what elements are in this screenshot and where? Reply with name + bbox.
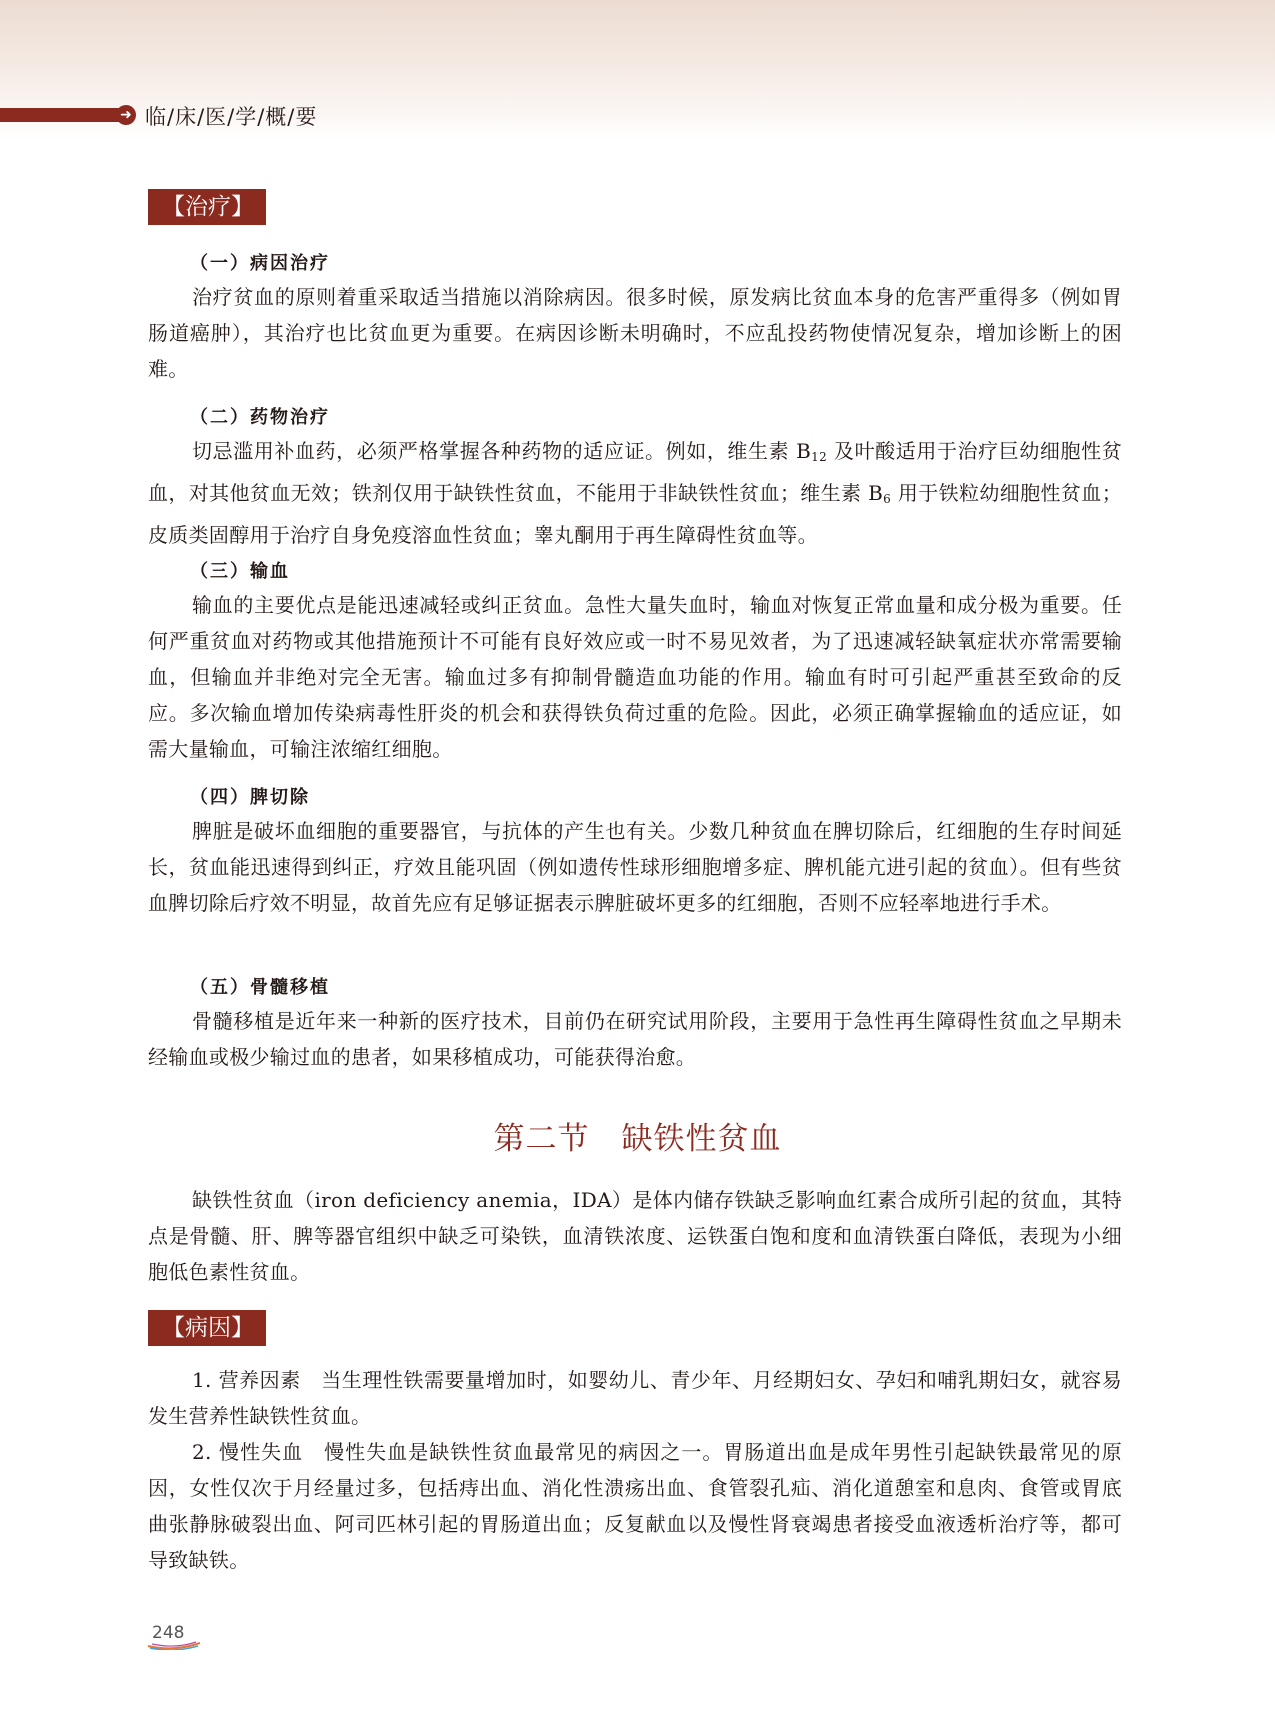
page-swoosh-decoration [146, 1640, 202, 1650]
subheading-drug-therapy: （二）药物治疗 [190, 407, 330, 428]
paragraph-chronic-blood-loss: 2. 慢性失血 慢性失血是缺铁性贫血最常见的病因之一。胃肠道出血是成年男性引起缺铁最常见的原因，女性仅次于月经量过多，包括痔出血、消化性溃疡出血、食管裂孔疝、消化道憩室和息肉、食管或胃底曲张静脉破裂出血、阿司匹林引起的胃肠道出血；反复献血以及慢性肾衰竭患者接受血液透析治疗等，都可导致缺铁。 [148, 1440, 1122, 1572]
section-tag-treatment: 【治疗】 [148, 189, 266, 225]
paragraph-blood-transfusion: 输血的主要优点是能迅速减轻或纠正贫血。急性大量失血时，输血对恢复正常血量和成分极为重要。任何严重贫血对药物或其他措施预计不可能有良好效应或一时不易见效者，为了迅速减轻缺氧症状亦常需要输血，但输血并非绝对完全无害。输血过多有抑制骨髓造血功能的作用。输血有时可引起严重甚至致命的反应。多次输血增加传染病毒性肝炎的机会和获得铁负荷过重的危险。因此，必须正确掌握输血的适应证，如需大量输血，可输注浓缩红细胞。 [148, 593, 1122, 761]
book-title: 临/床/医/学/概/要 [145, 105, 318, 129]
subheading-etiologic-treatment: （一）病因治疗 [190, 253, 330, 274]
paragraph-drug-therapy: 切忌滥用补血药，必须严格掌握各种药物的适应证。例如，维生素 $B_{12}$ 及叶酸适用于治疗巨幼细胞性贫血，对其他贫血无效；铁剂仅用于缺铁性贫血，不能用于非缺铁性贫血；维生素 $B_6$ 用于铁粒幼细胞性贫血；皮质类固醇用于治疗自身免疫溶血性贫血；睾丸酮用于再生障碍性贫血等。 [148, 439, 1122, 547]
paragraph-bone-marrow-transplant: 骨髓移植是近年来一种新的医疗技术，目前仍在研究试用阶段，主要用于急性再生障碍性贫血之早期未经输血或极少输过血的患者，如果移植成功，可能获得治愈。 [148, 1009, 1122, 1069]
subheading-bone-marrow-transplant: （五）骨髓移植 [190, 977, 330, 998]
arrow-right-icon: ➜ [116, 105, 136, 125]
page-number: 248 [152, 1623, 185, 1643]
section-tag-etiology: 【病因】 [148, 1310, 266, 1346]
chapter-title: 第二节 缺铁性贫血 [493, 1121, 782, 1157]
paragraph-nutritional-factors: 1. 营养因素 当生理性铁需要量增加时，如婴幼儿、青少年、月经期妇女、孕妇和哺乳期妇女，就容易发生营养性缺铁性贫血。 [148, 1368, 1122, 1428]
subheading-splenectomy: （四）脾切除 [190, 787, 310, 808]
paragraph-ida-intro: 缺铁性贫血（iron deficiency anemia，IDA）是体内储存铁缺乏影响血红素合成所引起的贫血，其特点是骨髓、肝、脾等器官组织中缺乏可染铁，血清铁浓度、运铁蛋白饱和度和血清铁蛋白降低，表现为小细胞低色素性贫血。 [148, 1188, 1122, 1284]
subheading-blood-transfusion: （三）输血 [190, 561, 290, 582]
header-bar [0, 108, 120, 122]
paragraph-etiologic-treatment: 治疗贫血的原则着重采取适当措施以消除病因。很多时候，原发病比贫血本身的危害严重得多（例如胃肠道癌肿），其治疗也比贫血更为重要。在病因诊断未明确时，不应乱投药物使情况复杂，增加诊断上的困难。 [148, 285, 1122, 381]
paragraph-splenectomy: 脾脏是破坏血细胞的重要器官，与抗体的产生也有关。少数几种贫血在脾切除后，红细胞的生存时间延长，贫血能迅速得到纠正，疗效且能巩固（例如遗传性球形细胞增多症、脾机能亢进引起的贫血）。但有些贫血脾切除后疗效不明显，故首先应有足够证据表示脾脏破坏更多的红细胞，否则不应轻率地进行手术。 [148, 819, 1122, 915]
